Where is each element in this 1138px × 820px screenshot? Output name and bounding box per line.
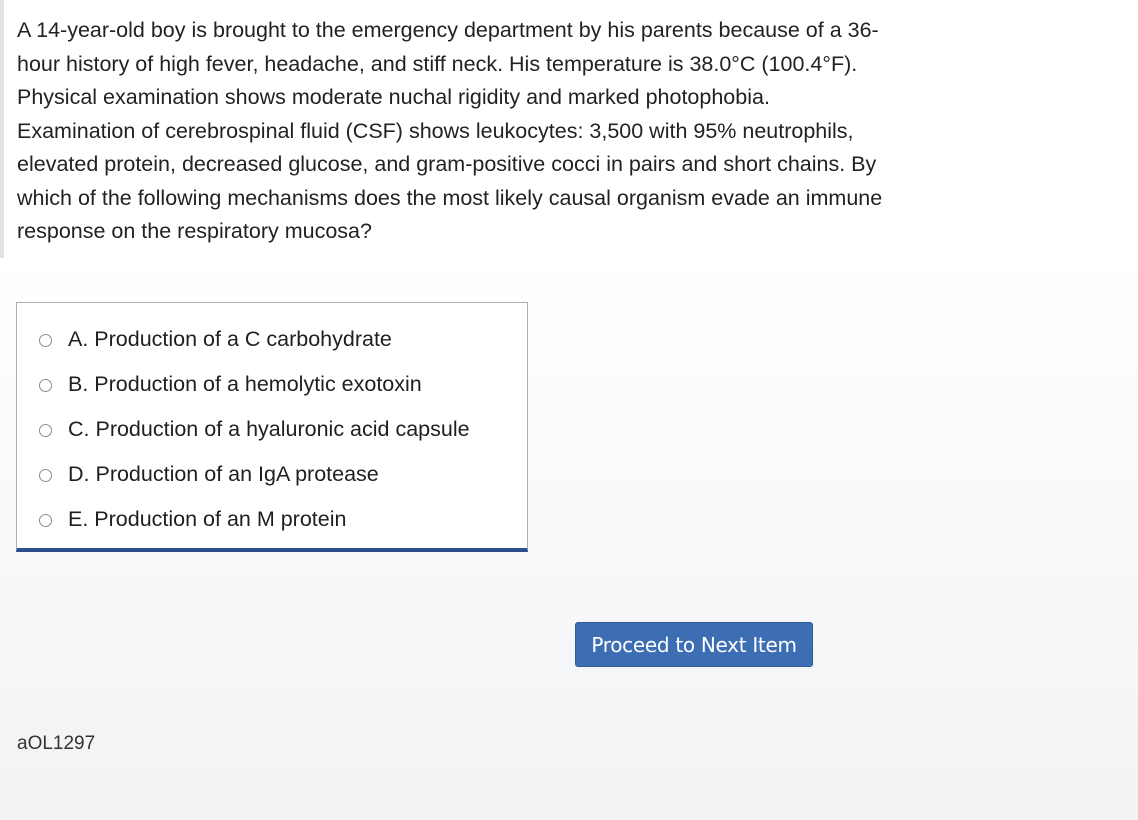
answer-choice-d[interactable] <box>39 459 379 489</box>
radio-button[interactable] <box>39 334 52 347</box>
question-line: A 14-year-old boy is brought to the emergency department by his parents because of a 36- <box>17 18 879 42</box>
proceed-next-item-button[interactable]: Proceed to Next Item <box>575 622 813 667</box>
question-line: Examination of cerebrospinal fluid (CSF) shows leukocytes: 3,500 with 95% neutrophils, <box>17 118 854 143</box>
item-id: aOL1297 <box>17 733 96 754</box>
question-line: elevated protein, decreased glucose, and gram-positive cocci in pairs and short chains. By <box>17 152 877 176</box>
left-divider <box>0 0 4 258</box>
answer-choice-label: E. Production of an M protein <box>68 506 347 531</box>
answer-choice-a[interactable] <box>39 324 392 354</box>
question-line: which of the following mechanisms does the most likely causal organism evade an immune <box>17 185 883 210</box>
answer-choice-label: C. Production of a hyaluronic acid capsule <box>68 416 470 441</box>
answer-choice-e[interactable] <box>39 504 346 534</box>
answer-choices-panel <box>16 302 528 552</box>
answer-choice-b[interactable] <box>39 369 422 399</box>
radio-button[interactable] <box>39 514 52 527</box>
radio-button[interactable] <box>39 469 52 482</box>
question-line: response on the respiratory mucosa? <box>17 219 372 243</box>
answer-choice-c[interactable] <box>39 414 470 444</box>
answer-choice-label: A. Production of a C carbohydrate <box>68 326 392 351</box>
question-line: hour history of high fever, headache, and stiff neck. His temperature is 38.0°C (100.4°F). <box>17 51 858 76</box>
answer-choice-label: B. Production of a hemolytic exotoxin <box>68 371 422 396</box>
answer-choice-label: D. Production of an IgA protease <box>68 461 379 486</box>
question-stem <box>17 14 1017 249</box>
question-line: Physical examination shows moderate nuchal rigidity and marked photophobia. <box>17 85 770 109</box>
radio-button[interactable] <box>39 379 52 392</box>
radio-button[interactable] <box>39 424 52 437</box>
